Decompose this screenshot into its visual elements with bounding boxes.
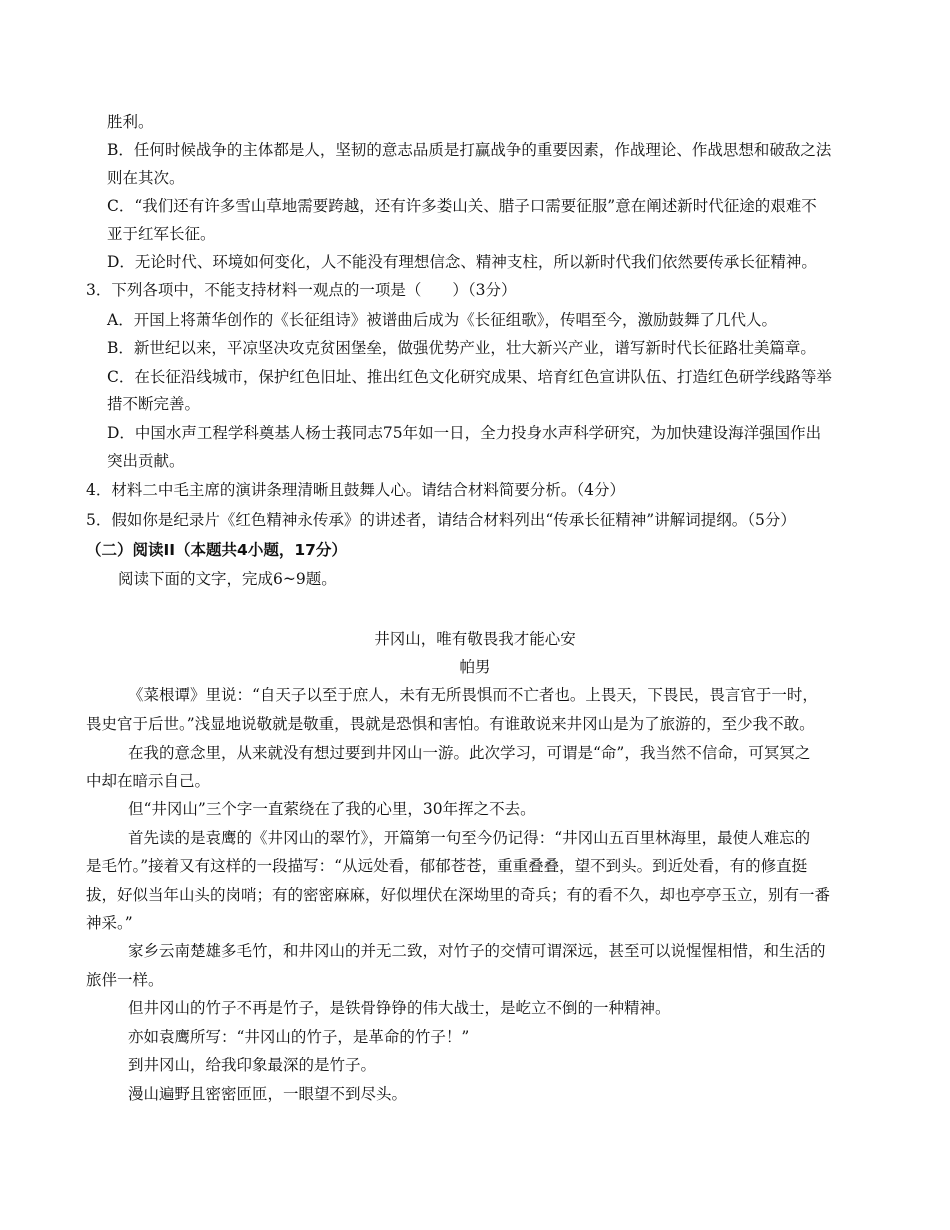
q3-option-b: B．新世纪以来，平凉坚决攻克贫困堡垒，做强优势产业，壮大新兴产业，谱写新时代长征路壮美篇章。 (107, 339, 816, 357)
q2-option-d: D．无论时代、环境如何变化，人不能没有理想信念、精神支柱，所以新时代我们依然要传承长征精神。 (107, 253, 817, 271)
article-line: 《菜根谭》里说：“自天子以至于庶人，未有无所畏惧而不亡者也。上畏天，下畏民，畏言官于一时， (128, 686, 818, 704)
article-line: 神采。” (86, 914, 133, 932)
q2-option-a-continuation: 胜利。 (107, 113, 154, 131)
article-author: 帕男 (459, 658, 491, 676)
q2-option-b: B．任何时候战争的主体都是人，坚韧的意志品质是打赢战争的重要因素，作战理论、作战思想和破敌之法 (107, 141, 832, 159)
article-line: 但“井冈山”三个字一直萦绕在了我的心里，30年挥之不去。 (128, 800, 536, 818)
q2-option-b-cont: 则在其次。 (107, 169, 185, 187)
q2-option-c-cont: 亚于红军长征。 (107, 225, 216, 243)
q3-option-c-cont: 措不断完善。 (107, 395, 201, 413)
article-title: 井冈山，唯有敬畏我才能心安 (374, 630, 576, 648)
q4-text: 4．材料二中毛主席的演讲条理清晰且鼓舞人心。请结合材料简要分析。（4分） (86, 481, 625, 499)
q2-option-c: C．“我们还有许多雪山草地需要跨越，还有许多娄山关、腊子口需要征服”意在阐述新时代征途的艰难不 (107, 197, 817, 215)
q3-option-d: D．中国水声工程学科奠基人杨士莪同志75年如一日，全力投身水声科学研究，为加快建设海洋强国作出 (107, 424, 822, 442)
q3-option-c: C．在长征沿线城市，保护红色旧址、推出红色文化研究成果、培育红色宣讲队伍、打造红色研学线路等举 (107, 368, 832, 386)
article-line: 是毛竹。”接着又有这样的一段描写：“从远处看，郁郁苍苍，重重叠叠，望不到头。到近处看，有的修直挺 (86, 857, 808, 875)
q3-stem: 3．下列各项中，不能支持材料一观点的一项是（ ）（3分） (86, 281, 517, 299)
article-line: 中却在暗示自己。 (86, 772, 211, 790)
section-heading: （二）阅读II（本题共4小题，17分） (86, 541, 347, 559)
article-line: 在我的意念里，从来就没有想过要到井冈山一游。此次学习，可谓是“命”，我当然不信命，可冥冥之 (128, 744, 811, 762)
article-line: 家乡云南楚雄多毛竹，和井冈山的并无二致，对竹子的交情可谓深远，甚至可以说惺惺相惜，和生活的 (128, 942, 826, 960)
article-line: 到井冈山，给我印象最深的是竹子。 (128, 1056, 377, 1074)
article-line: 亦如袁鹰所写：“井冈山的竹子，是革命的竹子！” (128, 1028, 470, 1046)
q3-option-d-cont: 突出贡献。 (107, 452, 185, 470)
q3-option-a: A．开国上将萧华创作的《长征组诗》被谱曲后成为《长征组歌》，传唱至今，激励鼓舞了几代人。 (107, 311, 777, 329)
q5-text: 5．假如你是纪录片《红色精神永传承》的讲述者，请结合材料列出“传承长征精神”讲解词提纲。（5分） (86, 511, 796, 529)
article-line: 首先读的是袁鹰的《井冈山的翠竹》，开篇第一句至今仍记得：“井冈山五百里林海里，最使人难忘的 (128, 829, 811, 847)
article-line: 畏史官于后世。”浅显地说敬就是敬重，畏就是恐惧和害怕。有谁敢说来井冈山是为了旅游的，至少我不敢。 (86, 715, 815, 733)
article-line: 但井冈山的竹子不再是竹子，是铁骨铮铮的伟大战士，是屹立不倒的一种精神。 (128, 999, 671, 1017)
section-instruction: 阅读下面的文字，完成6~9题。 (118, 570, 337, 588)
article-line: 旅伴一样。 (86, 971, 164, 989)
article-line: 漫山遍野且密密匝匝，一眼望不到尽头。 (128, 1085, 408, 1103)
article-line: 拔，好似当年山头的岗哨；有的密密麻麻，好似埋伏在深坳里的奇兵；有的看不久，却也亭亭玉立，别有一番 (86, 886, 831, 904)
